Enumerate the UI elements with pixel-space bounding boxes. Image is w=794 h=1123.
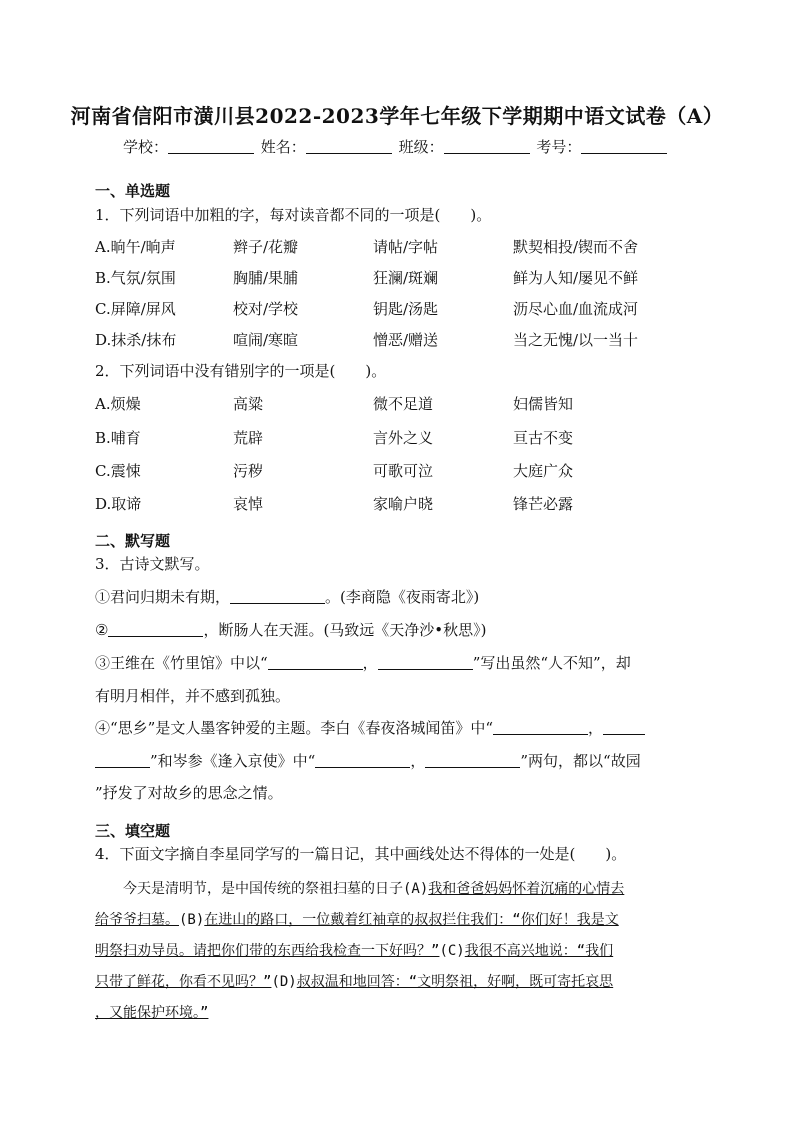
q4-underlined-c-cont: 只带了鲜花，你看不见吗？” [95, 974, 272, 990]
q3-line-5-text-b: ， [588, 719, 604, 737]
section-heading-single-choice: 一、单选题 [95, 182, 171, 200]
q3-line-1 [95, 586, 479, 607]
q2-c-item-2: 污秽 [233, 462, 264, 480]
q1-b-item-3: 狂澜/斑斓 [373, 269, 439, 287]
question-1-stem: 1．下列词语中加粗的字，每对读音都不同的一项是( )。 [95, 206, 492, 224]
school-blank[interactable] [168, 139, 254, 154]
number-blank[interactable] [581, 139, 667, 154]
q1-b-item-4: 鲜为人知/屡见不鲜 [513, 269, 639, 287]
q3-line-6-text-a: ”和岑参《逢入京使》中“ [150, 752, 316, 770]
school-label: 学校： [123, 138, 169, 156]
q4-underlined-d: 叔叔温和地回答：“文明祭祖，好啊，既可寄托哀思 [296, 974, 614, 990]
q2-a-item-2: 高粱 [233, 395, 264, 413]
q3-line-3 [95, 652, 631, 673]
q1-d-item-4: 当之无愧/以一当十 [513, 331, 639, 349]
q4-underlined-a: 我和爸爸妈妈怀着沉痛的心情去 [428, 881, 625, 897]
q4-passage-line-1 [95, 878, 624, 898]
q2-a-item-3: 微不足道 [373, 395, 434, 413]
q1-b-item-2: 胸脯/果脯 [233, 269, 299, 287]
q3-blank-5[interactable] [493, 720, 588, 735]
number-label: 考号： [536, 138, 582, 156]
q4-underlined-c: 我很不高兴地说：“我们 [464, 943, 614, 959]
q4-passage-line-3 [95, 940, 613, 960]
q2-d-item-2: 哀悼 [233, 495, 264, 513]
class-blank[interactable] [444, 139, 530, 154]
question-3-stem: 3．古诗文默写。 [95, 555, 210, 573]
section-heading-dictation: 二、默写题 [95, 532, 171, 550]
q2-d-item-4: 锋芒必露 [513, 495, 574, 513]
q2-d-item-1: D.取谛 [95, 495, 142, 513]
q4-underlined-b: 在进山的路口，一位戴着红袖章的叔叔拦住我们：“你们好！我是文 [204, 912, 619, 928]
q3-line-6 [95, 750, 641, 771]
q1-b-item-1: B.气氛/氛围 [95, 269, 176, 287]
q3-line-4: 有明月相伴，并不感到孤独。 [95, 687, 291, 705]
q3-line-2-text-b: ，断肠人在天涯。(马致远《天净沙•秋思》) [203, 621, 487, 639]
q2-c-item-4: 大庭广众 [513, 462, 574, 480]
q3-line-7: ”抒发了对故乡的思念之情。 [95, 784, 283, 802]
q4-passage-line-5 [95, 1002, 208, 1022]
q1-d-item-3: 憎恶/赠送 [373, 331, 439, 349]
q2-b-item-3: 言外之义 [373, 429, 434, 447]
q3-line-2 [95, 619, 487, 640]
q4-marker-c: (C) [439, 943, 465, 959]
q3-blank-4[interactable] [378, 655, 473, 670]
q3-line-1-text-b: 。(李商隐《夜雨寄北》) [325, 588, 480, 606]
question-4-stem: 4．下面文字摘自李星同学写的一篇日记，其中画线处达不得体的一处是( )。 [95, 845, 627, 863]
q4-marker-d: (D) [271, 974, 297, 990]
q1-a-item-4: 默契相投/锲而不舍 [513, 238, 639, 256]
class-label: 班级： [398, 138, 444, 156]
q3-blank-7[interactable] [315, 753, 410, 768]
name-blank[interactable] [306, 139, 392, 154]
student-info-line [123, 136, 669, 157]
q4-marker-b: (B) [179, 912, 205, 928]
q3-line-6-text-b: ， [410, 752, 426, 770]
q4-passage-line-4 [95, 971, 613, 991]
question-2-stem: 2．下列词语中没有错别字的一项是( )。 [95, 362, 387, 380]
q3-blank-1[interactable] [230, 589, 325, 604]
q3-line-3-text-c: ”写出虽然“人不知”，却 [472, 654, 631, 672]
q3-blank-3[interactable] [268, 655, 363, 670]
q2-a-item-4: 妇儒皆知 [513, 395, 574, 413]
q3-blank-6b[interactable] [95, 753, 150, 768]
q4-line-1-text: 今天是清明节，是中国传统的祭祖扫墓的日子(A) [95, 881, 429, 897]
q3-line-2-text-a: ② [95, 621, 109, 639]
q2-c-item-1: C.震悚 [95, 462, 141, 480]
q1-c-item-2: 校对/学校 [233, 300, 299, 318]
q3-line-1-text-a: ①君问归期未有期， [95, 588, 231, 606]
q4-underlined-d-cont: ，又能保护环境。” [95, 1005, 209, 1021]
q2-b-item-4: 亘古不变 [513, 429, 574, 447]
q4-underlined-b-cont: 明祭扫劝导员。请把你们带的东西给我检查一下好吗？” [95, 943, 440, 959]
q1-c-item-4: 沥尽心血/血流成河 [513, 300, 639, 318]
q1-a-item-2: 辫子/花瓣 [233, 238, 299, 256]
q1-d-item-1: D.抹杀/抹布 [95, 331, 177, 349]
q1-a-item-1: A.晌午/晌声 [95, 238, 176, 256]
q2-d-item-3: 家喻户晓 [373, 495, 434, 513]
q1-c-item-1: C.屏障/屏风 [95, 300, 176, 318]
section-heading-fill-blank: 三、填空题 [95, 822, 171, 840]
q4-underlined-a-cont: 给爷爷扫墓。 [95, 912, 179, 928]
q3-blank-8[interactable] [425, 753, 520, 768]
q3-blank-6a[interactable] [603, 720, 645, 735]
name-label: 姓名： [260, 138, 306, 156]
q3-line-3-text-b: ， [362, 654, 378, 672]
q3-blank-2[interactable] [108, 622, 203, 637]
q2-c-item-3: 可歌可泣 [373, 462, 434, 480]
q2-b-item-1: B.哺育 [95, 429, 141, 447]
q4-passage-line-2 [95, 909, 619, 929]
page-title: 河南省信阳市潢川县2022-2023学年七年级下学期期中语文试卷（A） [70, 104, 724, 128]
q1-d-item-2: 喧闹/寒暄 [233, 331, 299, 349]
q2-b-item-2: 荒辟 [233, 429, 264, 447]
q3-line-3-text-a: ③王维在《竹里馆》中以“ [95, 654, 268, 672]
q2-a-item-1: A.烦燥 [95, 395, 141, 413]
q3-line-5-text-a: ④“思乡”是文人墨客钟爱的主题。李白《春夜洛城闻笛》中“ [95, 719, 494, 737]
q3-line-5 [95, 717, 645, 738]
q3-line-6-text-c: ”两句，都以“故园 [520, 752, 641, 770]
q1-c-item-3: 钥匙/汤匙 [373, 300, 439, 318]
q1-a-item-3: 请帖/字帖 [373, 238, 439, 256]
